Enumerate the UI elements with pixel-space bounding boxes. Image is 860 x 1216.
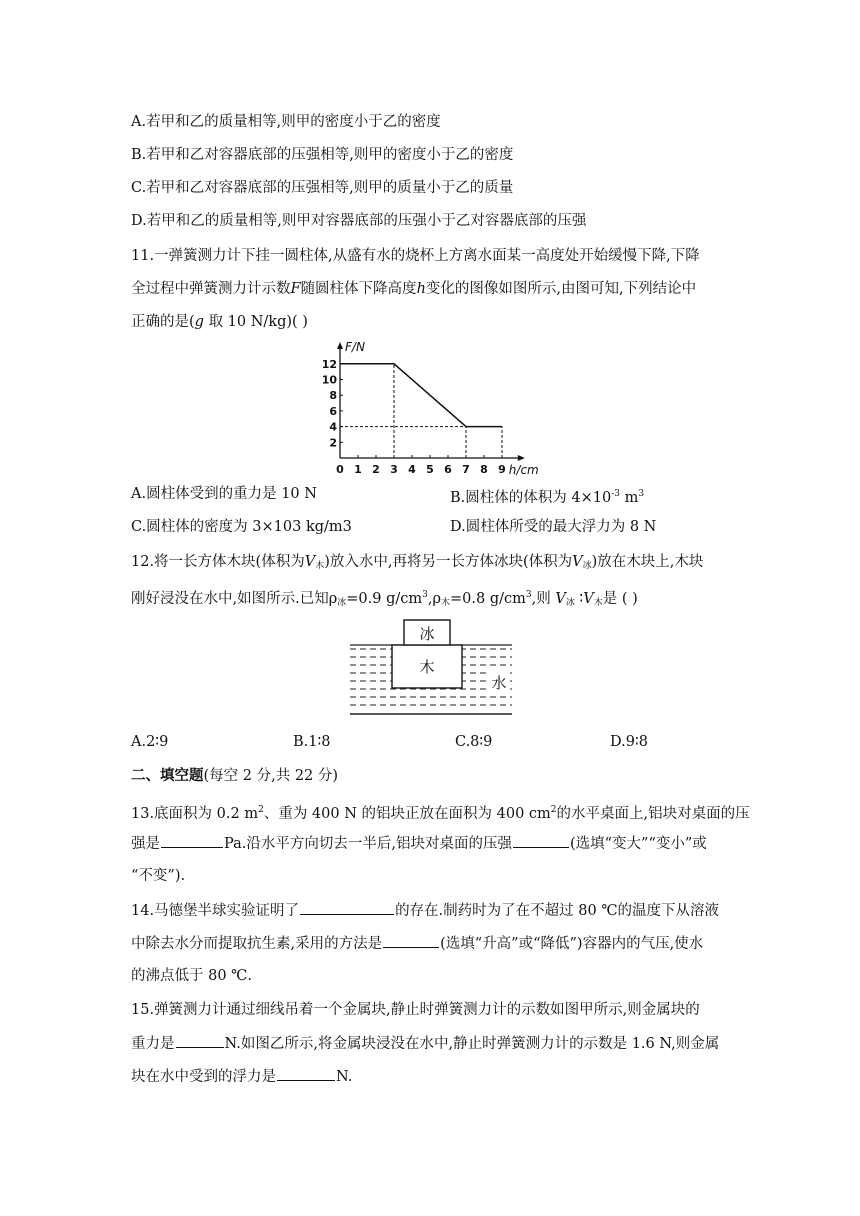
q11-option-d: D.圆柱体所受的最大浮力为 8 N — [450, 519, 657, 535]
q11-stem-line1: 11.一弹簧测力计下挂一圆柱体,从盛有水的烧杯上方离水面某一高度处开始缓慢下降,下降 — [131, 248, 700, 264]
q13-line2: 强是 Pa.沿水平方向切去一半后,铝块对桌面的压强 (选填“变大”“变小”或 — [131, 833, 707, 854]
section-2-heading: 二、填空题(每空 2 分,共 22 分) — [131, 767, 339, 784]
x-tick-label: 9 — [498, 463, 506, 476]
q11-option-c: C.圆柱体的密度为 3×103 kg/m3 — [131, 519, 352, 535]
q15-line1: 15.弹簧测力计通过细线吊着一个金属块,静止时弹簧测力计的示数如图甲所示,则金属块的 — [131, 1002, 700, 1018]
q10-option-a: A.若甲和乙的质量相等,则甲的密度小于乙的密度 — [131, 114, 441, 130]
q15-line3: 块在水中受到的浮力是 N. — [131, 1066, 352, 1087]
q14-line3: 的沸点低于 80 ℃. — [131, 968, 252, 984]
q14-blank-1[interactable] — [300, 900, 394, 915]
x-axis-arrow — [518, 455, 525, 461]
x-axis-label: h/cm — [508, 463, 539, 477]
y-tick-label: 8 — [329, 389, 337, 403]
q12-option-c: C.8∶9 — [455, 734, 493, 750]
wood-label: 木 — [419, 658, 435, 676]
q15-blank-2[interactable] — [277, 1066, 335, 1081]
q14-blank-2[interactable] — [383, 933, 439, 948]
x-tick-label: 0 — [336, 463, 344, 476]
q10-option-b: B.若甲和乙对容器底部的压强相等,则甲的密度小于乙的密度 — [131, 147, 514, 163]
y-axis-label: F/N — [345, 340, 365, 355]
x-tick-label: 5 — [426, 463, 434, 476]
x-tick-label: 1 — [354, 463, 362, 476]
x-tick-label: 3 — [390, 463, 398, 476]
ice-wood-water-figure — [348, 618, 514, 718]
x-tick-label: 6 — [444, 463, 452, 476]
x-tick-label: 4 — [408, 463, 416, 476]
y-tick-label: 12 — [321, 357, 337, 371]
x-tick-label: 8 — [480, 463, 488, 476]
force-series-line — [340, 364, 502, 427]
q10-option-c: C.若甲和乙对容器底部的压强相等,则甲的质量小于乙的质量 — [131, 180, 514, 196]
q13-blank-2[interactable] — [513, 833, 569, 848]
q12-option-b: B.1∶8 — [293, 734, 331, 750]
q14-line1: 14.马德堡半球实验证明了 的存在.制药时为了在不超过 80 ℃的温度下从溶液 — [131, 900, 719, 921]
force-height-chart — [320, 336, 550, 478]
q10-option-d: D.若甲和乙的质量相等,则甲对容器底部的压强小于乙对容器底部的压强 — [131, 213, 587, 229]
y-tick-label: 10 — [321, 373, 337, 387]
q13-blank-1[interactable] — [161, 833, 223, 848]
ice-label: 冰 — [419, 625, 435, 643]
water-label: 水 — [491, 674, 507, 692]
y-tick-label: 6 — [329, 404, 337, 418]
y-axis-arrow — [337, 342, 343, 349]
q11-option-a: A.圆柱体受到的重力是 10 N — [131, 486, 317, 502]
q12-stem-line1: 12.将一长方体木块(体积为$V_木$)放入水中,再将另一长方体冰块(体积为$V_冰$)放在木块上,木块 — [131, 554, 704, 571]
q12-option-d: D.9∶8 — [610, 734, 648, 750]
q15-line2: 重力是 N.如图乙所示,将金属块浸没在水中,静止时弹簧测力计的示数是 1.6 N,则金属 — [131, 1033, 719, 1054]
x-tick-label: 7 — [462, 463, 470, 476]
q11-stem-line2: 全过程中弹簧测力计示数F随圆柱体下降高度h变化的图像如图所示,由图可知,下列结论中 — [131, 281, 697, 297]
y-tick-label: 2 — [329, 436, 337, 450]
q15-blank-1[interactable] — [176, 1033, 224, 1048]
q12-option-a: A.2∶9 — [131, 734, 169, 750]
q12-stem-line2: 刚好浸没在水中,如图所示.已知$\rho_冰=0.9$ $g/cm^3,\rho_木=0.8$ $g/cm^3$,则 $V_冰$ $∶V_木$是 ( ) — [131, 590, 638, 608]
q13-line3: “不变”). — [131, 868, 186, 884]
x-tick-label: 2 — [372, 463, 380, 476]
q14-line2: 中除去水分而提取抗生素,采用的方法是 (选填“升高”或“降低”)容器内的气压,使水 — [131, 933, 703, 954]
q11-stem-line3: 正确的是(g 取 10 N/kg)( ) — [131, 314, 308, 330]
q13-line1: 13.底面积为 0.2 $m^2$、重为 400 N 的铝块正放在面积为 400 $cm^2$的水平桌面上,铝块对桌面的压 — [131, 805, 750, 822]
q11-option-b: B.圆柱体的体积为 $4\times 10^{-3}$ $m^3$ — [450, 489, 645, 506]
y-tick-label: 4 — [329, 420, 337, 434]
